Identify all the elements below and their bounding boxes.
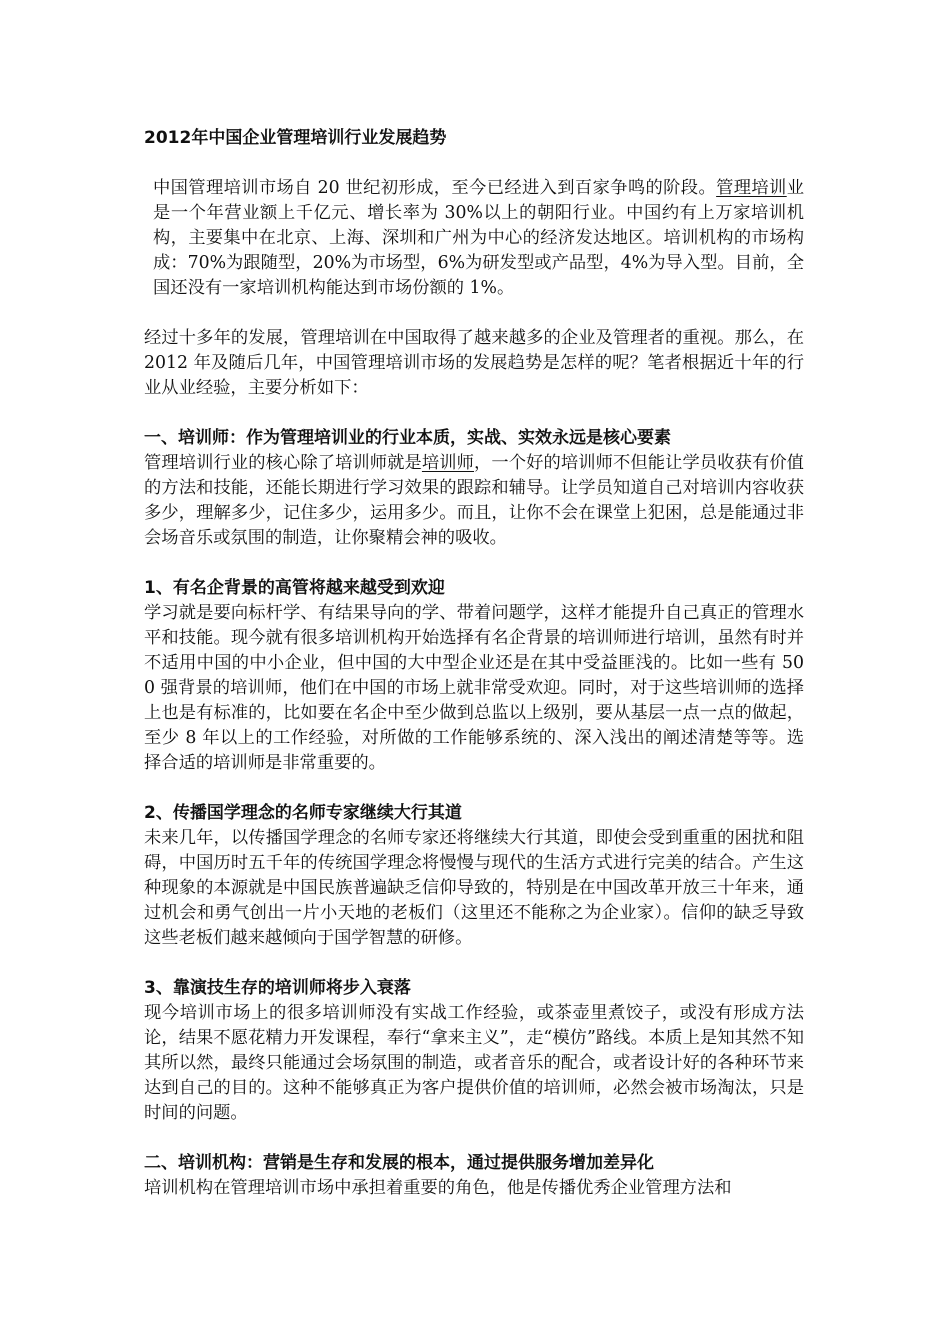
section-1-paragraph [144, 451, 804, 551]
subsection-1-paragraph: 学习就是要向标杆学、有结果导向的学、带着问题学，这样才能提升自己真正的管理水平和技能。现今就有很多培训机构开始选择有名企背景的培训师进行培训，虽然有时并不适用中国的中小企业，但中国的大中型企业还是在其中受益匪浅的。比如一些有 500 强背景的培训师，他们在中国的市场上就非常受欢迎。同时，对于这些培训师的选择上也是有标准的，比如要在名企中至少做到总监以上级别，要从基层一点一点的做起，至少 8 年以上的工作经验，对所做的工作能够系统的、深入浅出的阐述清楚等等。选择合适的培训师是非常重要的。 [144, 603, 804, 773]
overview-paragraph: 经过十多年的发展，管理培训在中国取得了越来越多的企业及管理者的重视。那么，在 2012 年及随后几年，中国管理培训市场的发展趋势是怎样的呢？笔者根据近十年的行业从业经验，主要分析如下： [144, 328, 804, 398]
section-1-text-before: 管理培训行业的核心除了培训师就是 [144, 453, 422, 473]
section-2-paragraph: 培训机构在管理培训市场中承担着重要的角色，他是传播优秀企业管理方法和 [144, 1178, 732, 1198]
subsection-3-paragraph: 现今培训市场上的很多培训师没有实战工作经验，或茶壶里煮饺子，或没有形成方法论，结果不愿花精力开发课程，奉行“拿来主义”，走“模仿”路线。本质上是知其然不知其所以然，最终只能通过会场氛围的制造，或者音乐的配合，或者设计好的各种环节来达到自己的目的。这种不能够真正为客户提供价值的培训师，必然会被市场淘汰，只是时间的问题。 [144, 1003, 804, 1123]
section-2-heading: 二、培训机构：营销是生存和发展的根本，通过提供服务增加差异化 [144, 1153, 654, 1173]
section-1-text-after: ，一个好的培训师不但能让学员收获有价值的方法和技能，还能长期进行学习效果的跟踪和辅导。让学员知道自己对培训内容收获多少，理解多少，记住多少，运用多少。而且，让你不会在课堂上犯困，总是能通过非会场音乐或氛围的制造，让你聚精会神的吸收。 [144, 453, 804, 548]
subsection-1-heading: 1、有名企背景的高管将越来越受到欢迎 [144, 578, 445, 598]
document-title: 2012年中国企业管理培训行业发展趋势 [144, 128, 447, 148]
document-page [144, 126, 804, 1226]
trainer-link[interactable]: 培训师 [421, 453, 475, 473]
management-training-link[interactable]: 管理培训 [716, 178, 787, 198]
intro-text-after: 业是一个年营业额上千亿元、增长率为 30%以上的朝阳行业。中国约有上万家培训机构，主要集中在北京、上海、深圳和广州为中心的经济发达地区。培训机构的市场构成：70%为跟随型，20%为市场型，6%为研发型或产品型，4%为导入型。目前，全国还没有一家培训机构能达到市场份额的 1%。 [153, 178, 804, 298]
subsection-2-heading: 2、传播国学理念的名师专家继续大行其道 [144, 803, 462, 823]
subsection-3-heading: 3、靠演技生存的培训师将步入衰落 [144, 978, 411, 998]
section-1-heading: 一、培训师：作为管理培训业的行业本质，实战、实效永远是核心要素 [144, 428, 671, 448]
intro-text-before: 中国管理培训市场自 20 世纪初形成，至今已经进入到百家争鸣的阶段。 [153, 178, 717, 198]
intro-paragraph [144, 176, 804, 301]
subsection-2-paragraph: 未来几年，以传播国学理念的名师专家还将继续大行其道，即使会受到重重的困扰和阻碍，中国历时五千年的传统国学理念将慢慢与现代的生活方式进行完美的结合。产生这种现象的本源就是中国民族普遍缺乏信仰导致的，特别是在中国改革开放三十年来，通过机会和勇气创出一片小天地的老板们（这里还不能称之为企业家）。信仰的缺乏导致这些老板们越来越倾向于国学智慧的研修。 [144, 828, 804, 948]
